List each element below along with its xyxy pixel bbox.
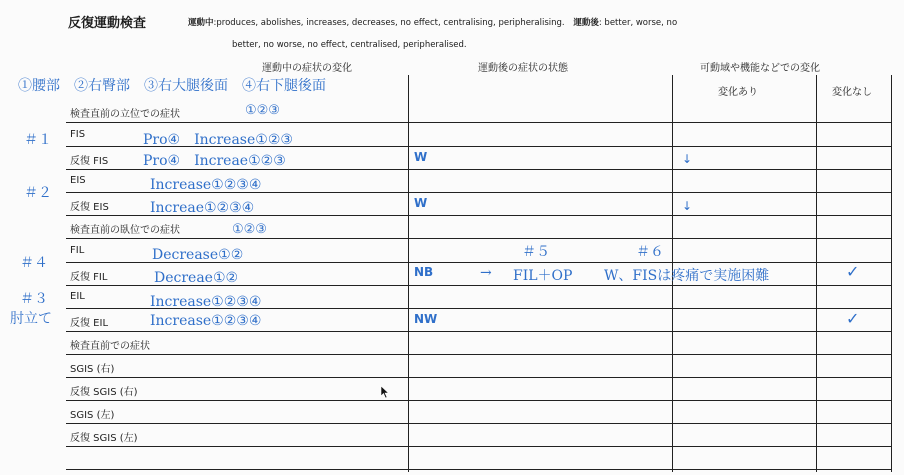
after-entry: W	[414, 196, 428, 210]
row-label: EIL	[70, 291, 85, 302]
during-legend-label: 運動中	[188, 18, 214, 28]
row-label: FIL	[70, 245, 85, 256]
during-entry: ①②③	[232, 222, 267, 237]
during-legend	[188, 16, 677, 28]
after-entry: NB	[414, 265, 434, 279]
row-label: SGIS (左)	[70, 410, 115, 421]
row-label: 検査直前の立位での症状	[70, 109, 180, 120]
after-legend-label: 運動後	[573, 18, 599, 28]
row-label: 反復 EIS	[70, 202, 109, 213]
row-label: FIS	[70, 129, 86, 140]
annotation-n4: ＃４	[20, 255, 48, 271]
row-label: 検査直前での症状	[70, 341, 150, 352]
after-legend-text-2: better, no worse, no effect, centralised, peripheralised.	[232, 40, 467, 50]
during-entry: Increase①②③④	[150, 177, 262, 193]
col-head-during: 運動中の症状の変化	[262, 63, 352, 74]
after-entry: W	[414, 150, 428, 164]
row-label: 反復 SGIS (左)	[70, 433, 138, 444]
col-head-unchanged: 変化なし	[832, 87, 872, 98]
during-legend-text: :produces, abolishes, increases, decreases, no effect, centralising, peripheralising.	[213, 18, 565, 28]
row-label: 反復 FIS	[70, 156, 109, 167]
row-label: 反復 SGIS (右)	[70, 387, 138, 398]
during-entry: Decreae①②	[154, 270, 239, 286]
checkmark-icon: ✓	[846, 309, 860, 328]
annotation-n1: ＃１	[24, 132, 52, 148]
during-entry: Increae①②③④	[150, 200, 255, 216]
during-entry: Increase①②③④	[150, 294, 262, 310]
col-head-changed: 変化あり	[718, 87, 758, 98]
mouse-cursor-icon	[380, 384, 390, 403]
during-entry: Decrease①②	[152, 247, 244, 263]
down-arrow-mark: ↓	[682, 199, 693, 213]
body-region-legend: ①腰部 ②右臀部 ③右大腿後面 ④右下腿後面	[18, 78, 326, 94]
annotation-n3: ＃３	[20, 291, 48, 307]
annotation-pain-note: W、FISは疼痛で実施困難	[604, 268, 770, 284]
annotation-fil-op: FIL＋OP	[513, 268, 573, 284]
annotation-arrow: →	[480, 265, 492, 281]
down-arrow-mark: ↓	[682, 152, 693, 166]
col-head-after: 運動後の症状の状態	[478, 63, 568, 74]
annotation-elbow: 肘立て	[10, 311, 52, 327]
row-label: SGIS (右)	[70, 364, 115, 375]
during-entry: ①②③	[245, 103, 280, 118]
during-entry: Increase①②③④	[150, 313, 262, 329]
checkmark-icon: ✓	[846, 262, 860, 281]
col-head-rom: 可動域や機能などでの変化	[700, 63, 820, 74]
annotation-n6: ＃６	[636, 244, 664, 260]
during-entry: Pro④ Increae①②③	[143, 153, 286, 169]
after-entry: NW	[414, 312, 438, 326]
annotation-n2: ＃２	[24, 185, 52, 201]
row-label: 反復 FIL	[70, 272, 108, 283]
row-label: EIS	[70, 175, 86, 186]
row-label: 検査直前の臥位での症状	[70, 225, 180, 236]
during-entry: Pro④ Increase①②③	[143, 132, 293, 148]
form-title: 反復運動検査	[68, 16, 147, 31]
row-label: 反復 EIL	[70, 318, 109, 329]
annotation-n5: ＃５	[522, 244, 550, 260]
after-legend-text: : better, worse, no	[598, 18, 678, 28]
